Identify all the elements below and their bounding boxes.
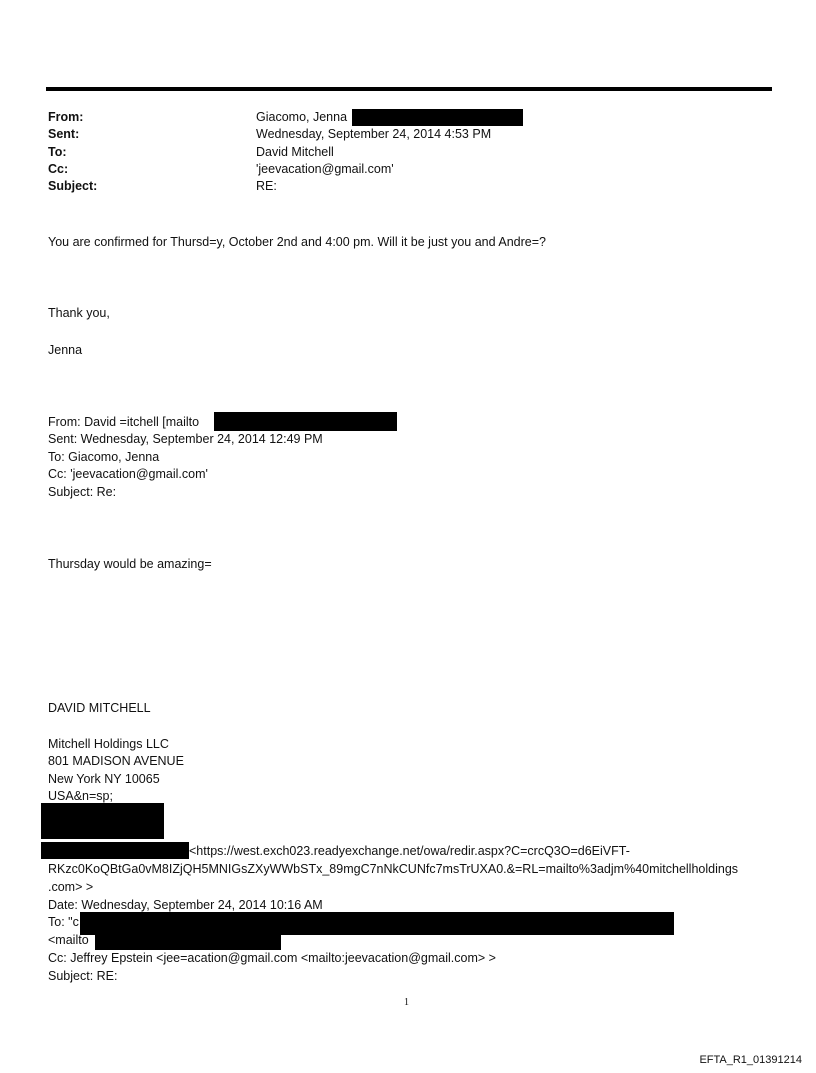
quoted2-link-part3: .com> > (48, 880, 94, 894)
sent-value: Wednesday, September 24, 2014 4:53 PM (256, 127, 492, 141)
header-rule (46, 87, 772, 91)
quoted2-subject: Subject: RE: (48, 969, 118, 983)
sent-label: Sent: (48, 127, 80, 141)
signature-name: DAVID MITCHELL (48, 701, 151, 715)
redaction-mailto-2 (95, 933, 281, 950)
from-label: From: (48, 110, 84, 124)
quoted2-to: To: "c (48, 915, 79, 929)
body-signoff: Jenna (48, 343, 83, 357)
quoted2-date: Date: Wednesday, September 24, 2014 10:16 AM (48, 898, 323, 912)
redaction-to-recipient (80, 912, 674, 935)
body-thanks: Thank you, (48, 306, 110, 320)
subject-label: Subject: (48, 179, 98, 193)
subject-value: RE: (256, 179, 277, 193)
signature-company: Mitchell Holdings LLC (48, 737, 169, 751)
cc-label: Cc: (48, 162, 69, 176)
quoted1-cc: Cc: 'jeevacation@gmail.com' (48, 467, 208, 481)
quoted2-link-part1: <https://west.exch023.readyexchange.net/owa/redir.aspx?C=crcQ3O=d6EiVFT- (189, 844, 630, 858)
quoted1-from: From: David =itchell [mailto (48, 415, 200, 429)
to-value: David Mitchell (256, 145, 334, 159)
page-number: 1 (404, 997, 409, 1008)
body-line: You are confirmed for Thursd=y, October 2nd and 4:00 pm. Will it be just you and Andre=? (48, 235, 546, 249)
document-id: EFTA_R1_01391214 (699, 1054, 802, 1066)
to-label: To: (48, 145, 67, 159)
cc-value: 'jeevacation@gmail.com' (256, 162, 394, 176)
quoted1-body: Thursday would be amazing= (48, 557, 212, 571)
redaction-mailto-1 (214, 412, 397, 431)
quoted2-cc: Cc: Jeffrey Epstein <jee=acation@gmail.com <mailto:jeevacation@gmail.com> > (48, 951, 496, 965)
quoted2-mailto: <mailto (48, 933, 89, 947)
from-value: Giacomo, Jenna (256, 110, 348, 124)
redaction-block-2 (41, 842, 189, 859)
signature-address2: New York NY 10065 (48, 772, 160, 786)
quoted2-link-part2: RKzc0KoQBtGa0vM8IZjQH5MNIGsZXyWWbSTx_89mgC7nNkCUNfc7msTrUXA0.&=RL=mailto%3adjm%40mitchellholdings (48, 862, 739, 876)
redaction-block-1 (41, 803, 164, 839)
redaction-from-email (352, 109, 523, 126)
quoted1-to: To: Giacomo, Jenna (48, 450, 160, 464)
signature-address1: 801 MADISON AVENUE (48, 754, 184, 768)
quoted1-subject: Subject: Re: (48, 485, 117, 499)
quoted1-sent: Sent: Wednesday, September 24, 2014 12:49 PM (48, 432, 323, 446)
signature-address3: USA&n=sp; (48, 789, 113, 803)
